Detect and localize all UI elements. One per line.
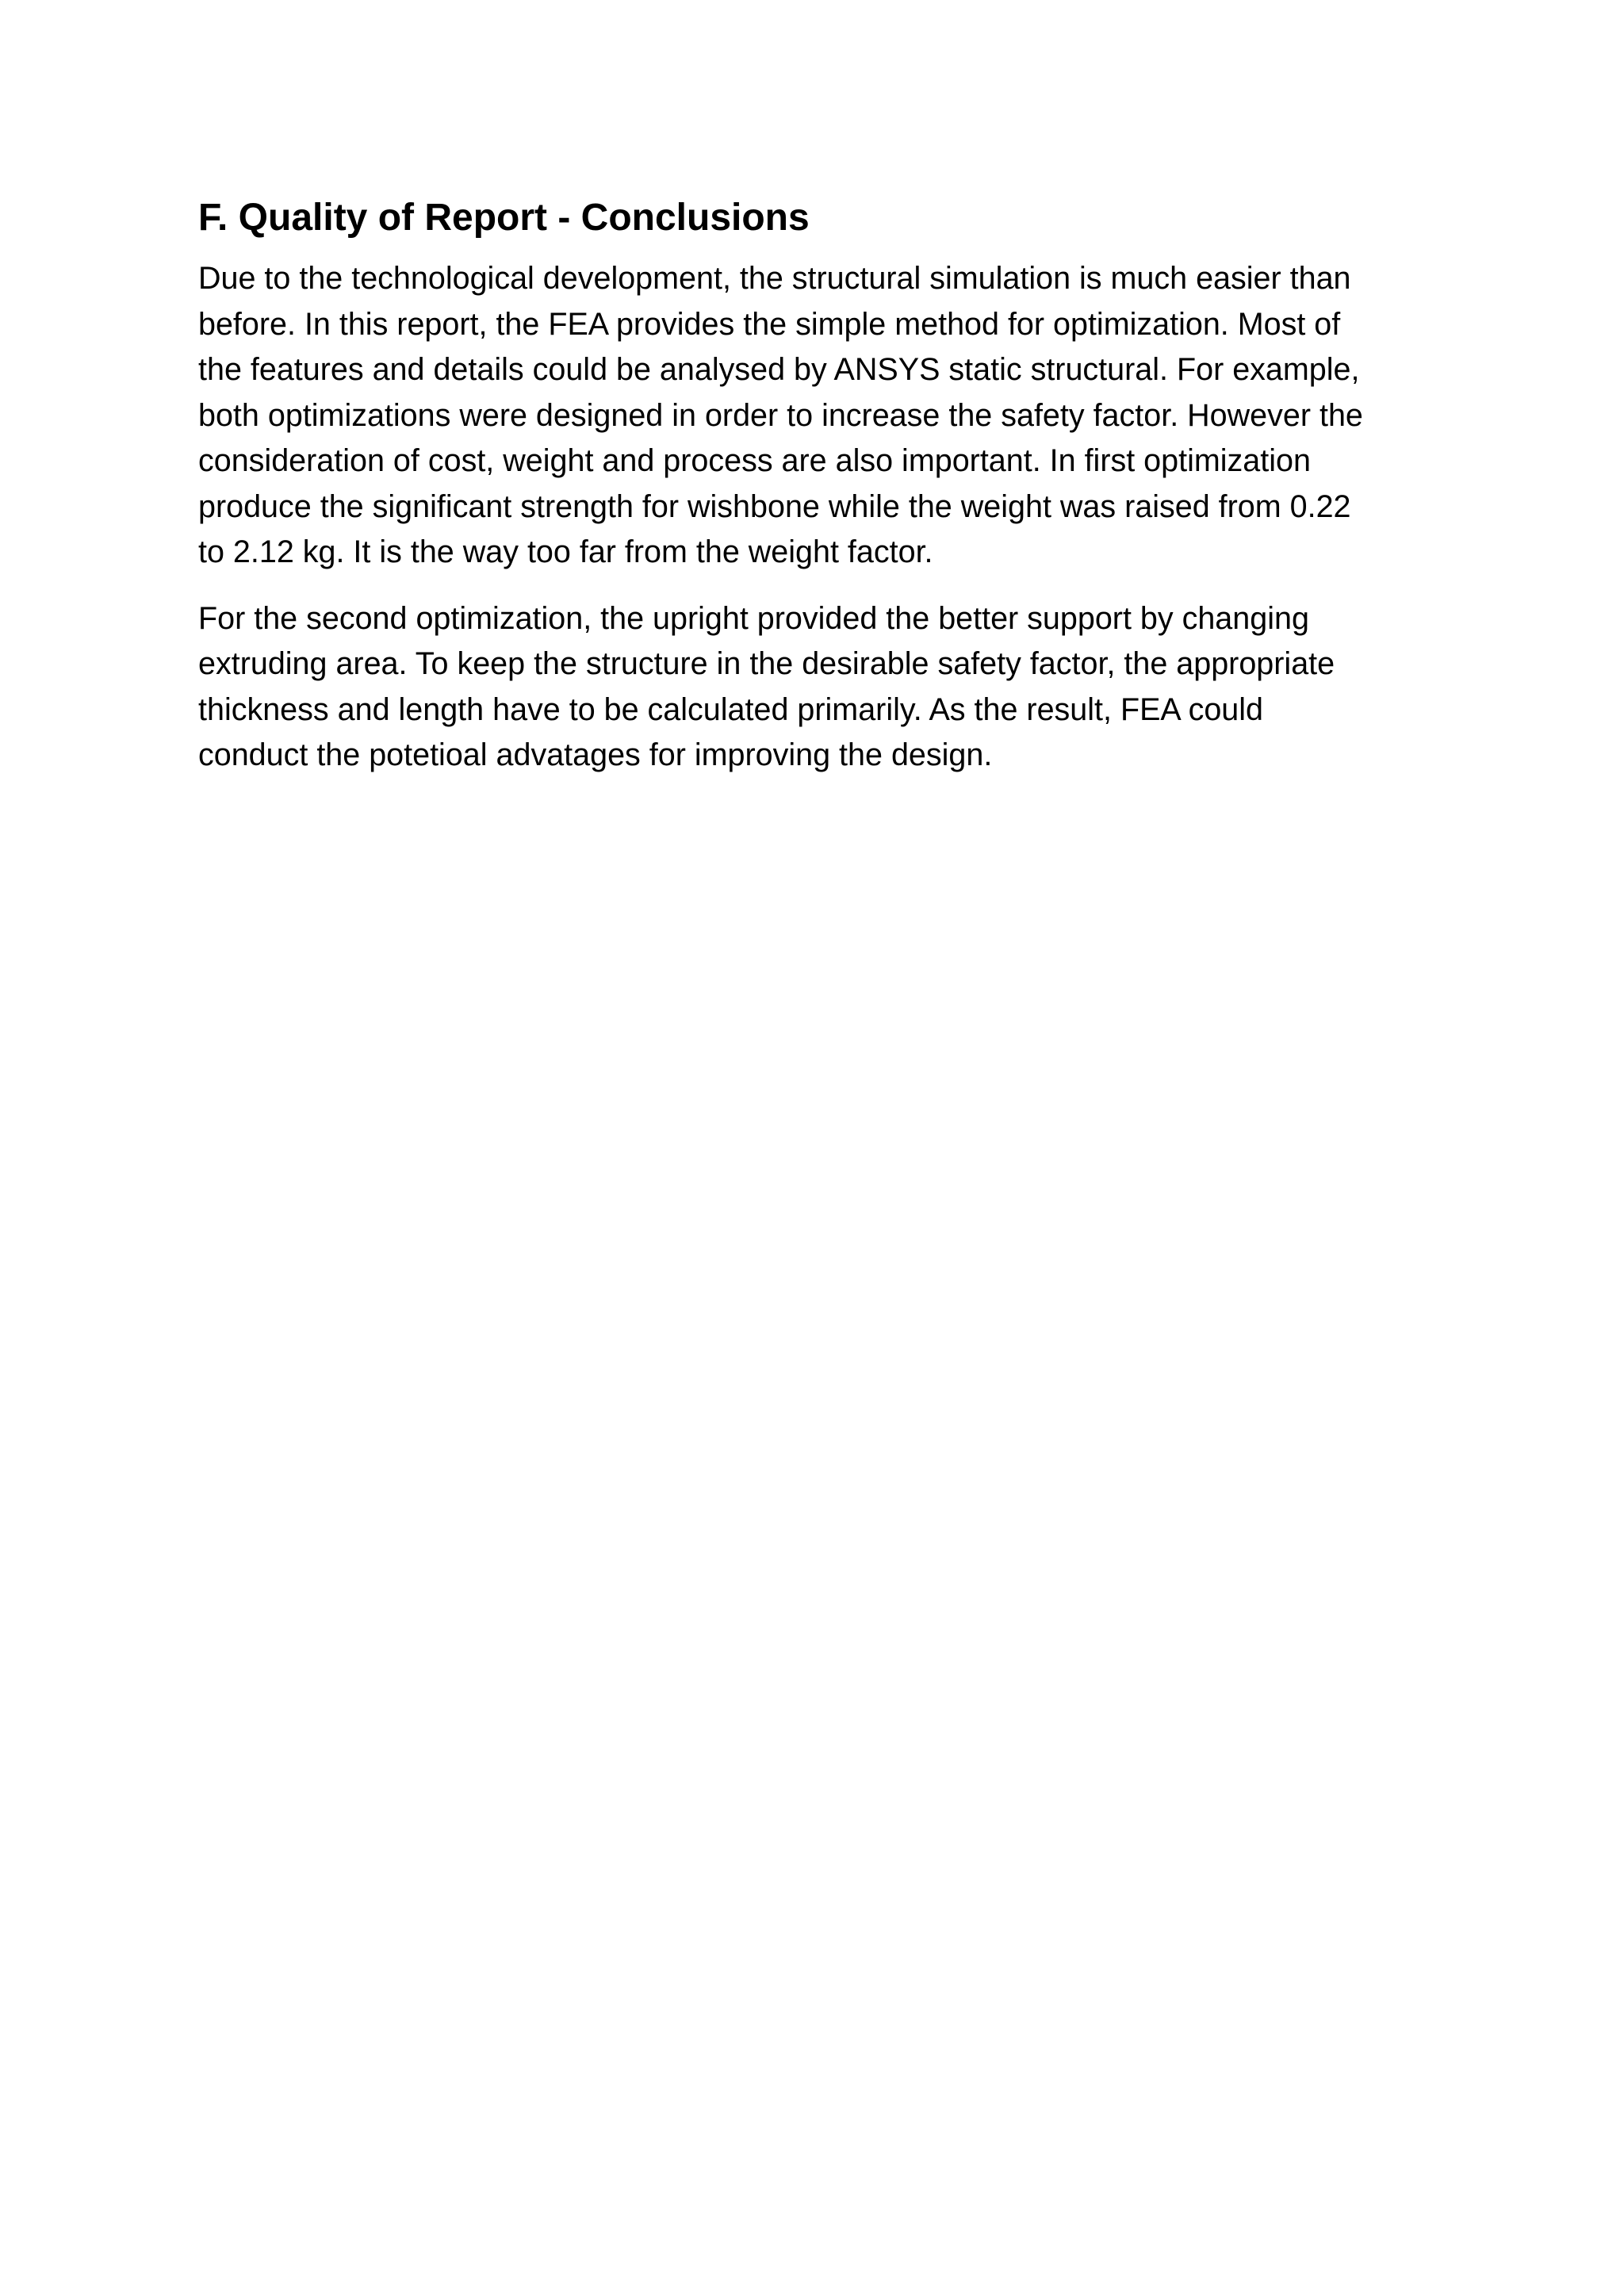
paragraph-conclusions-2	[198, 596, 1435, 779]
text-line: to 2.12 kg. It is the way too far from the weight factor.	[198, 534, 933, 569]
page-content	[198, 194, 1435, 799]
text-line: both optimizations were designed in order to increase the safety factor. However the	[198, 397, 1363, 433]
text-line: extruding area. To keep the structure in the desirable safety factor, the appropriate	[198, 646, 1335, 681]
text-line: before. In this report, the FEA provides the simple method for optimization. Most of	[198, 306, 1341, 342]
text-line: the features and details could be analysed by ANSYS static structural. For example,	[198, 352, 1360, 387]
text-line: Due to the technological development, the structural simulation is much easier than	[198, 261, 1351, 296]
section-heading: F. Quality of Report - Conclusions	[198, 197, 810, 239]
text-line: produce the significant strength for wishbone while the weight was raised from 0.22	[198, 488, 1351, 524]
text-line: consideration of cost, weight and process are also important. In first optimization	[198, 443, 1311, 478]
paragraph-conclusions-1	[198, 256, 1435, 576]
text-line: For the second optimization, the upright provided the better support by changing	[198, 600, 1309, 636]
text-line: thickness and length have to be calculated primarily. As the result, FEA could	[198, 691, 1263, 727]
text-line: conduct the potetioal advatages for improving the design.	[198, 737, 993, 772]
